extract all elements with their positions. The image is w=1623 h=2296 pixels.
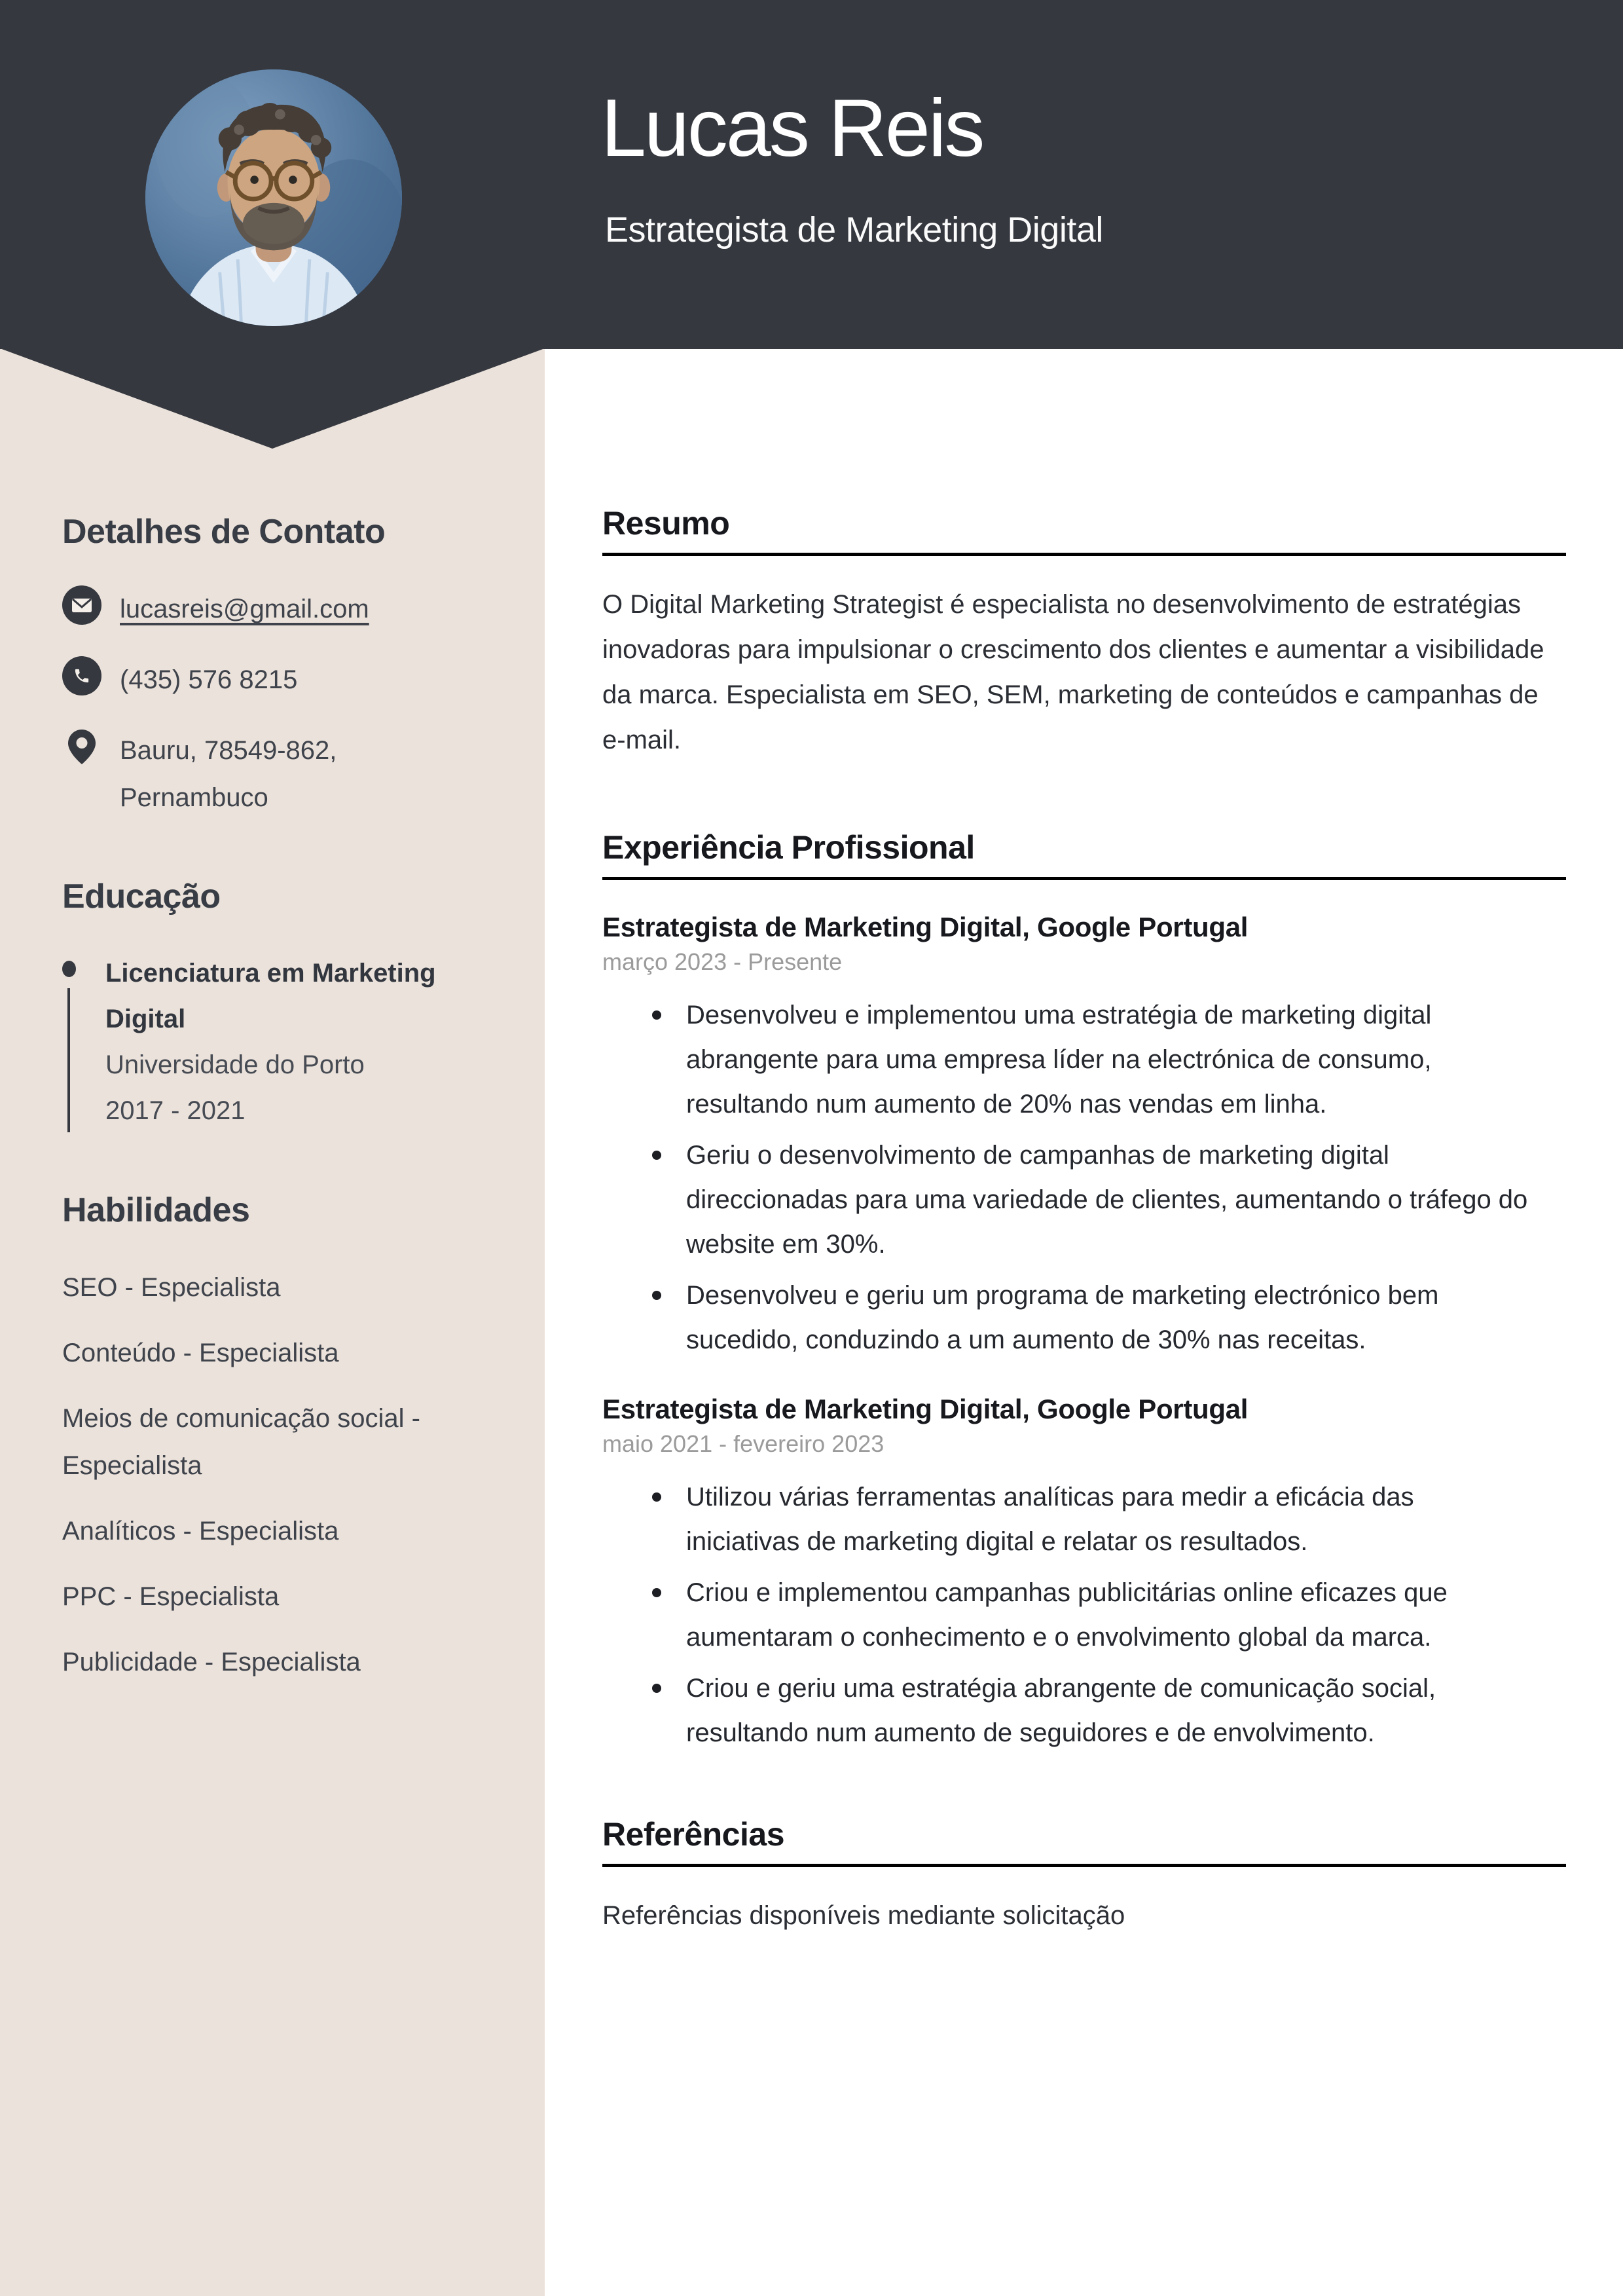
skill-item: Analíticos - Especialista (62, 1517, 339, 1546)
education-timeline-rail (67, 988, 70, 1132)
experience-heading: Experiência Profissional (602, 828, 1566, 880)
phone-icon (62, 656, 101, 695)
contact-item-email (62, 585, 491, 633)
job-bullet: Utilizou várias ferramentas analíticas para medir a eficácia das iniciativas de marketing digital e relatar os resultados. (686, 1475, 1531, 1564)
contact-item-location (62, 727, 491, 821)
experience-section (602, 828, 1566, 1755)
location-icon (62, 727, 101, 766)
skills-section (62, 1191, 491, 1686)
sidebar (62, 512, 491, 1704)
contact-item-phone (62, 656, 491, 703)
education-section (62, 877, 491, 1134)
job-title: Estrategista de Marketing Digital, Google Portugal (602, 1394, 1249, 1424)
skill-item: Publicidade - Especialista (62, 1648, 361, 1676)
summary-section (602, 504, 1566, 763)
education-degree: Licenciatura em Marketing Digital (105, 959, 436, 1033)
job-bullet-list (602, 993, 1566, 1362)
contact-phone-text: (435) 576 8215 (120, 665, 298, 694)
contact-location-text: Bauru, 78549-862, Pernambuco (120, 736, 337, 812)
job-bullet: Criou e implementou campanhas publicitárias online eficazes que aumentaram o conhecimento e o envolvimento global da marca. (686, 1570, 1531, 1659)
person-job-title: Estrategista de Marketing Digital (605, 210, 1103, 250)
skills-heading: Habilidades (62, 1191, 250, 1229)
summary-text: O Digital Marketing Strategist é especialista no desenvolvimento de estratégias inovadoras para impulsionar o crescimento dos clientes e aumentar a visibilidade da marca. Especialista em SEO, SEM, marketing de conteúdos e campanhas de e-mail. (602, 590, 1544, 754)
education-school: Universidade do Porto (105, 1050, 365, 1079)
job-title: Estrategista de Marketing Digital, Google Portugal (602, 912, 1249, 942)
job-bullet: Desenvolveu e implementou uma estratégia de marketing digital abrangente para uma empresa líder na electrónica de consumo, resultando num aumento de 20% nas vendas em linha. (686, 993, 1531, 1126)
email-link[interactable]: lucasreis@gmail.com (120, 595, 369, 623)
skill-item: Conteúdo - Especialista (62, 1339, 339, 1367)
skill-item: Meios de comunicação social - Especialista (62, 1404, 420, 1480)
references-text: Referências disponíveis mediante solicitação (602, 1901, 1125, 1930)
references-section (602, 1815, 1566, 1938)
education-item (62, 950, 491, 1134)
skill-item: SEO - Especialista (62, 1273, 281, 1302)
job-bullet: Criou e geriu uma estratégia abrangente de comunicação social, resultando num aumento de seguidores e de envolvimento. (686, 1666, 1531, 1755)
contact-heading: Detalhes de Contato (62, 513, 386, 551)
education-heading: Educação (62, 878, 221, 916)
main-column (602, 504, 1566, 1938)
job-dates: maio 2021 - fevereiro 2023 (602, 1430, 884, 1457)
contact-section (62, 512, 491, 821)
mail-icon (62, 585, 101, 625)
skill-item: PPC - Especialista (62, 1582, 280, 1611)
job-bullet: Desenvolveu e geriu um programa de marketing electrónico bem sucedido, conduzindo a um aumento de 30% nas receitas. (686, 1273, 1531, 1362)
job-bullet-list (602, 1475, 1566, 1755)
profile-photo-illustration (145, 69, 402, 326)
contact-email-text (120, 585, 369, 633)
job-bullet: Geriu o desenvolvimento de campanhas de marketing digital direccionadas para uma variedade de clientes, aumentando o tráfego do website em 30%. (686, 1133, 1531, 1267)
profile-photo (145, 69, 402, 326)
education-bullet-dot (62, 961, 76, 977)
references-heading: Referências (602, 1815, 1566, 1867)
job-dates: março 2023 - Presente (602, 948, 843, 975)
job-entry (602, 912, 1566, 1362)
job-entry (602, 1394, 1566, 1755)
education-dates: 2017 - 2021 (105, 1096, 246, 1125)
person-name: Lucas Reis (601, 83, 983, 174)
summary-heading: Resumo (602, 504, 1566, 556)
